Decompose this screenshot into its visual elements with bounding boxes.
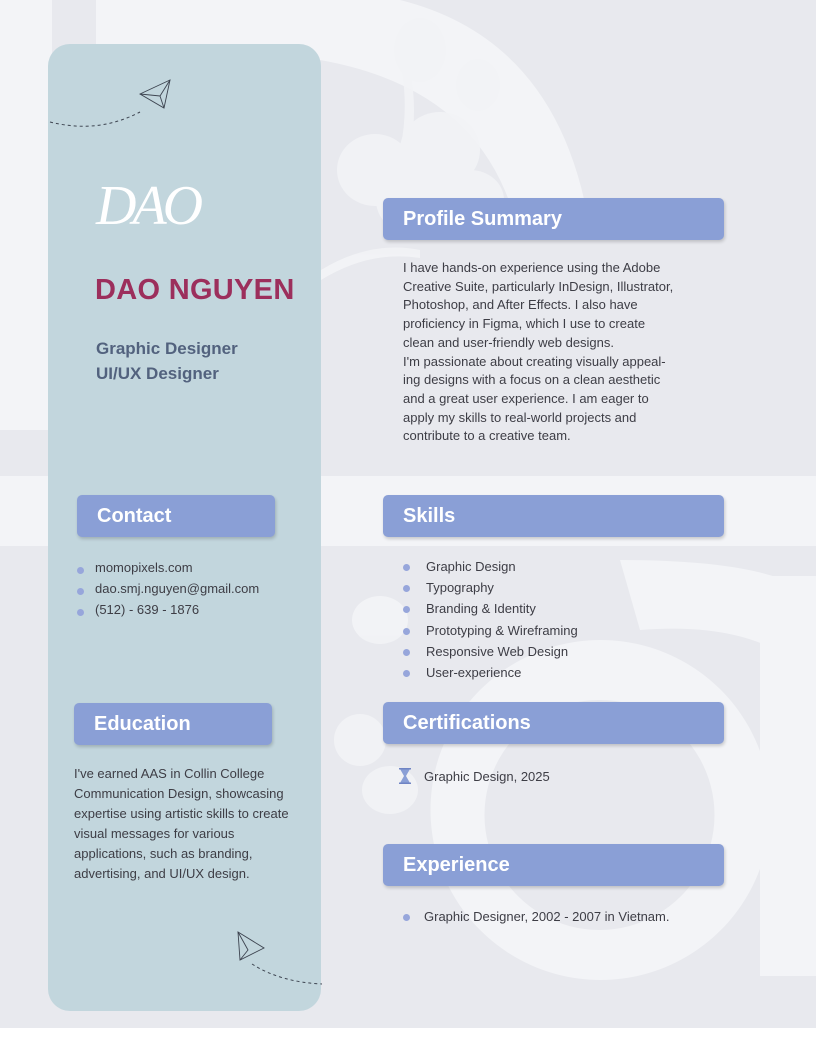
- skill-label: User-experience: [426, 664, 522, 680]
- text-line: I have hands-on experience using the Adobe: [403, 260, 661, 275]
- text-line: proficiency in Figma, which I use to create: [403, 316, 646, 332]
- text-line: Creative Suite, particularly InDesign, Illustrator,: [403, 278, 674, 294]
- skill-label: Graphic Design: [426, 559, 516, 574]
- list-item: [95, 578, 259, 599]
- experience-list: [424, 906, 669, 927]
- svg-text:DAO: DAO: [96, 175, 200, 232]
- paper-plane-icon: [230, 928, 325, 990]
- paper-plane-icon: [48, 74, 178, 134]
- list-item: [426, 598, 578, 619]
- dao-logo: [94, 172, 244, 232]
- experience-heading: Experience: [383, 844, 724, 886]
- text-line: contribute to a creative team.: [403, 428, 571, 444]
- education-heading: Education: [74, 703, 272, 745]
- text-line: applications, such as branding,: [74, 846, 253, 861]
- profile-summary-text: [403, 259, 703, 446]
- person-name: DAO NGUYEN: [95, 274, 295, 306]
- text-line: expertise using artistic skills to create: [74, 806, 289, 821]
- list-item: [426, 662, 578, 683]
- role-title: Graphic Designer: [96, 339, 238, 358]
- experience-label: Graphic Designer, 2002 - 2007 in Vietnam.: [424, 909, 670, 924]
- contact-email-link[interactable]: dao.smj.nguyen@gmail.com: [95, 581, 260, 597]
- text-line: I'm passionate about creating visually appeal-: [403, 353, 666, 369]
- contact-phone: (512) - 639 - 1876: [95, 602, 200, 618]
- skills-heading: Skills: [383, 495, 724, 537]
- skill-label: Typography: [426, 580, 494, 596]
- contact-website-link[interactable]: momopixels.com: [95, 560, 193, 575]
- list-item: [426, 577, 578, 598]
- text-line: ing designs with a focus on a clean aesthetic: [403, 372, 661, 388]
- role-title: UI/UX Designer: [96, 364, 219, 383]
- list-item: [95, 599, 259, 620]
- text-line: apply my skills to real-world projects and: [403, 409, 637, 425]
- hourglass-icon: [399, 768, 411, 784]
- skill-label: Responsive Web Design: [426, 643, 569, 659]
- list-item: [95, 557, 259, 578]
- contact-list: [95, 557, 259, 621]
- education-text: [74, 764, 314, 884]
- list-item: [424, 766, 550, 787]
- list-item: [426, 641, 578, 662]
- list-item: [424, 906, 669, 927]
- list-item: [426, 620, 578, 641]
- text-line: Communication Design, showcasing: [74, 786, 284, 801]
- skill-label: Prototyping & Wireframing: [426, 622, 578, 638]
- contact-heading: Contact: [77, 495, 275, 537]
- certification-label: Graphic Design, 2025: [424, 769, 550, 784]
- text-line: visual messages for various: [74, 826, 235, 841]
- certifications-list: [424, 766, 550, 787]
- text-line: I've earned AAS in Collin College: [74, 766, 265, 781]
- text-line: advertising, and UI/UX design.: [74, 866, 250, 881]
- text-line: and a great user experience. I am eager to: [403, 390, 649, 406]
- text-line: clean and user-friendly web designs.: [403, 334, 615, 350]
- skill-label: Branding & Identity: [426, 601, 536, 617]
- certifications-heading: Certifications: [383, 702, 724, 744]
- text-line: Photoshop, and After Effects. I also have: [403, 297, 638, 313]
- profile-summary-heading: Profile Summary: [383, 198, 724, 240]
- skills-list: [426, 556, 578, 683]
- list-item: [426, 556, 578, 577]
